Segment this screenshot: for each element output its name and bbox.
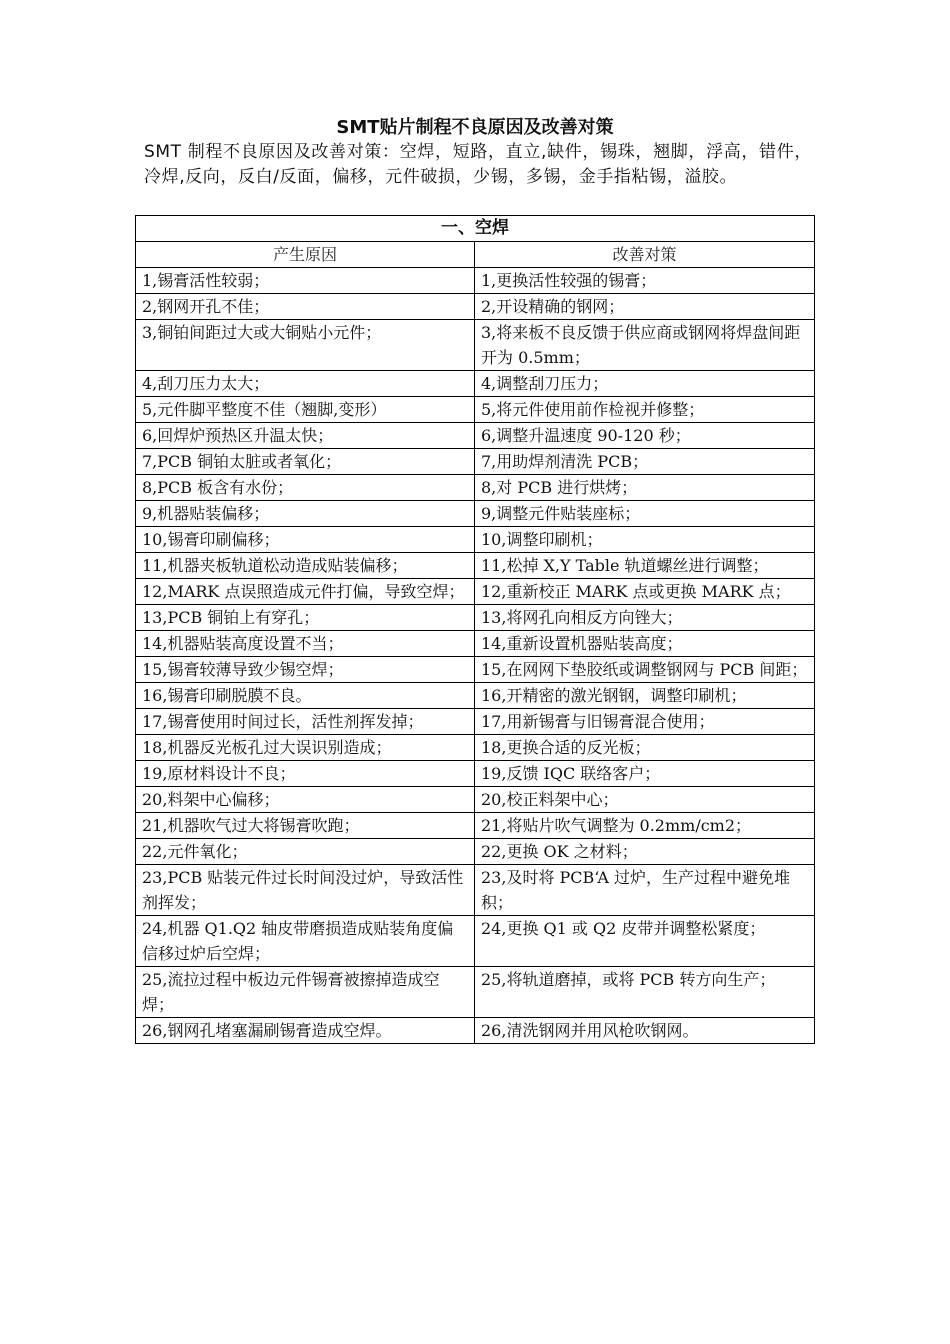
table-row bbox=[136, 579, 815, 605]
table-row bbox=[136, 605, 815, 631]
table-row bbox=[136, 423, 815, 449]
cause-cell: 6,回焊炉预热区升温太快； bbox=[136, 423, 475, 449]
table-row bbox=[136, 527, 815, 553]
table-row bbox=[136, 916, 815, 967]
fix-cell: 25,将轨道磨掉，或将 PCB 转方向生产； bbox=[475, 967, 815, 1018]
table-row bbox=[136, 501, 815, 527]
table-row bbox=[136, 865, 815, 916]
fix-cell: 17,用新锡膏与旧锡膏混合使用； bbox=[475, 709, 815, 735]
table-row bbox=[136, 735, 815, 761]
intro-paragraph: SMT 制程不良原因及改善对策：空焊，短路，直立,缺件，锡珠，翘脚，浮高，错件，冷焊,反向，反白/反面，偏移，元件破损，少锡，多锡，金手指粘锡，溢胶。 bbox=[144, 142, 812, 187]
cause-cell: 10,锡膏印刷偏移； bbox=[136, 527, 475, 553]
table-row bbox=[136, 475, 815, 501]
fix-cell: 13,将网孔向相反方向锉大； bbox=[475, 605, 815, 631]
table-row bbox=[136, 813, 815, 839]
fix-cell: 6,调整升温速度 90-120 秒； bbox=[475, 423, 815, 449]
table-row bbox=[136, 683, 815, 709]
fix-cell: 15,在网网下垫胶纸或调整钢网与 PCB 间距； bbox=[475, 657, 815, 683]
table-row bbox=[136, 709, 815, 735]
fix-cell: 9,调整元件贴装座标； bbox=[475, 501, 815, 527]
cause-cell: 1,锡膏活性较弱； bbox=[136, 268, 475, 294]
defect-table bbox=[135, 215, 815, 1044]
cause-cell: 23,PCB 贴装元件过长时间没过炉，导致活性剂挥发； bbox=[136, 865, 475, 916]
fix-cell: 14,重新设置机器贴装高度； bbox=[475, 631, 815, 657]
fix-cell: 7,用助焊剂清洗 PCB； bbox=[475, 449, 815, 475]
cause-cell: 14,机器贴装高度设置不当； bbox=[136, 631, 475, 657]
document-title: SMT贴片制程不良原因及改善对策 bbox=[336, 117, 614, 138]
cause-cell: 12,MARK 点误照造成元件打偏，导致空焊； bbox=[136, 579, 475, 605]
cause-cell: 21,机器吹气过大将锡膏吹跑； bbox=[136, 813, 475, 839]
cause-cell: 13,PCB 铜铂上有穿孔； bbox=[136, 605, 475, 631]
cause-cell: 17,锡膏使用时间过长，活性剂挥发掉； bbox=[136, 709, 475, 735]
cause-cell: 15,锡膏较薄导致少锡空焊； bbox=[136, 657, 475, 683]
fix-cell: 23,及时将 PCB‘A 过炉，生产过程中避免堆积； bbox=[475, 865, 815, 916]
cause-cell: 5,元件脚平整度不佳（翘脚,变形） bbox=[136, 397, 475, 423]
section-title: 一、空焊 bbox=[136, 216, 815, 242]
table-row bbox=[136, 320, 815, 371]
cause-cell: 7,PCB 铜铂太脏或者氧化； bbox=[136, 449, 475, 475]
cause-cell: 11,机器夹板轨道松动造成贴装偏移； bbox=[136, 553, 475, 579]
cause-cell: 9,机器贴装偏移； bbox=[136, 501, 475, 527]
cause-cell: 25,流拉过程中板边元件锡膏被擦掉造成空焊； bbox=[136, 967, 475, 1018]
cause-cell: 18,机器反光板孔过大误识别造成； bbox=[136, 735, 475, 761]
section-header-row bbox=[136, 216, 815, 242]
cause-cell: 24,机器 Q1.Q2 轴皮带磨损造成贴装角度偏信移过炉后空焊； bbox=[136, 916, 475, 967]
table-row bbox=[136, 631, 815, 657]
fix-cell: 21,将贴片吹气调整为 0.2mm/cm2； bbox=[475, 813, 815, 839]
column-header-row bbox=[136, 242, 815, 268]
fix-cell: 16,开精密的激光钢钢，调整印刷机； bbox=[475, 683, 815, 709]
fix-cell: 5,将元件使用前作检视并修整； bbox=[475, 397, 815, 423]
fix-cell: 8,对 PCB 进行烘烤； bbox=[475, 475, 815, 501]
cause-cell: 8,PCB 板含有水份； bbox=[136, 475, 475, 501]
cause-cell: 19,原材料设计不良； bbox=[136, 761, 475, 787]
cause-cell: 16,锡膏印刷脱膜不良。 bbox=[136, 683, 475, 709]
table-row bbox=[136, 787, 815, 813]
table-row bbox=[136, 268, 815, 294]
fix-cell: 2,开设精确的钢网； bbox=[475, 294, 815, 320]
table-row bbox=[136, 449, 815, 475]
fix-cell: 10,调整印刷机； bbox=[475, 527, 815, 553]
cause-cell: 20,料架中心偏移； bbox=[136, 787, 475, 813]
cause-cell: 3,铜铂间距过大或大铜贴小元件； bbox=[136, 320, 475, 371]
column-header-fix: 改善对策 bbox=[475, 242, 815, 268]
table-row bbox=[136, 839, 815, 865]
fix-cell: 11,松掉 X,Y Table 轨道螺丝进行调整； bbox=[475, 553, 815, 579]
table-row bbox=[136, 1018, 815, 1044]
table-row bbox=[136, 657, 815, 683]
table-row bbox=[136, 761, 815, 787]
table-row bbox=[136, 967, 815, 1018]
cause-cell: 22,元件氧化； bbox=[136, 839, 475, 865]
fix-cell: 4,调整刮刀压力； bbox=[475, 371, 815, 397]
table-row bbox=[136, 397, 815, 423]
fix-cell: 26,清洗钢网并用风枪吹钢网。 bbox=[475, 1018, 815, 1044]
fix-cell: 24,更换 Q1 或 Q2 皮带并调整松紧度； bbox=[475, 916, 815, 967]
table-row bbox=[136, 294, 815, 320]
cause-cell: 2,钢网开孔不佳； bbox=[136, 294, 475, 320]
fix-cell: 20,校正料架中心； bbox=[475, 787, 815, 813]
defect-table-body bbox=[136, 268, 815, 1044]
cause-cell: 4,刮刀压力太大； bbox=[136, 371, 475, 397]
fix-cell: 18,更换合适的反光板； bbox=[475, 735, 815, 761]
fix-cell: 22,更换 OK 之材料； bbox=[475, 839, 815, 865]
table-row bbox=[136, 553, 815, 579]
fix-cell: 3,将来板不良反馈于供应商或钢网将焊盘间距 开为 0.5mm； bbox=[475, 320, 815, 371]
fix-cell: 1,更换活性较强的锡膏； bbox=[475, 268, 815, 294]
fix-cell: 12,重新校正 MARK 点或更换 MARK 点； bbox=[475, 579, 815, 605]
cause-cell: 26,钢网孔堵塞漏刷锡膏造成空焊。 bbox=[136, 1018, 475, 1044]
column-header-cause: 产生原因 bbox=[136, 242, 475, 268]
table-row bbox=[136, 371, 815, 397]
fix-cell: 19,反馈 IQC 联络客户； bbox=[475, 761, 815, 787]
